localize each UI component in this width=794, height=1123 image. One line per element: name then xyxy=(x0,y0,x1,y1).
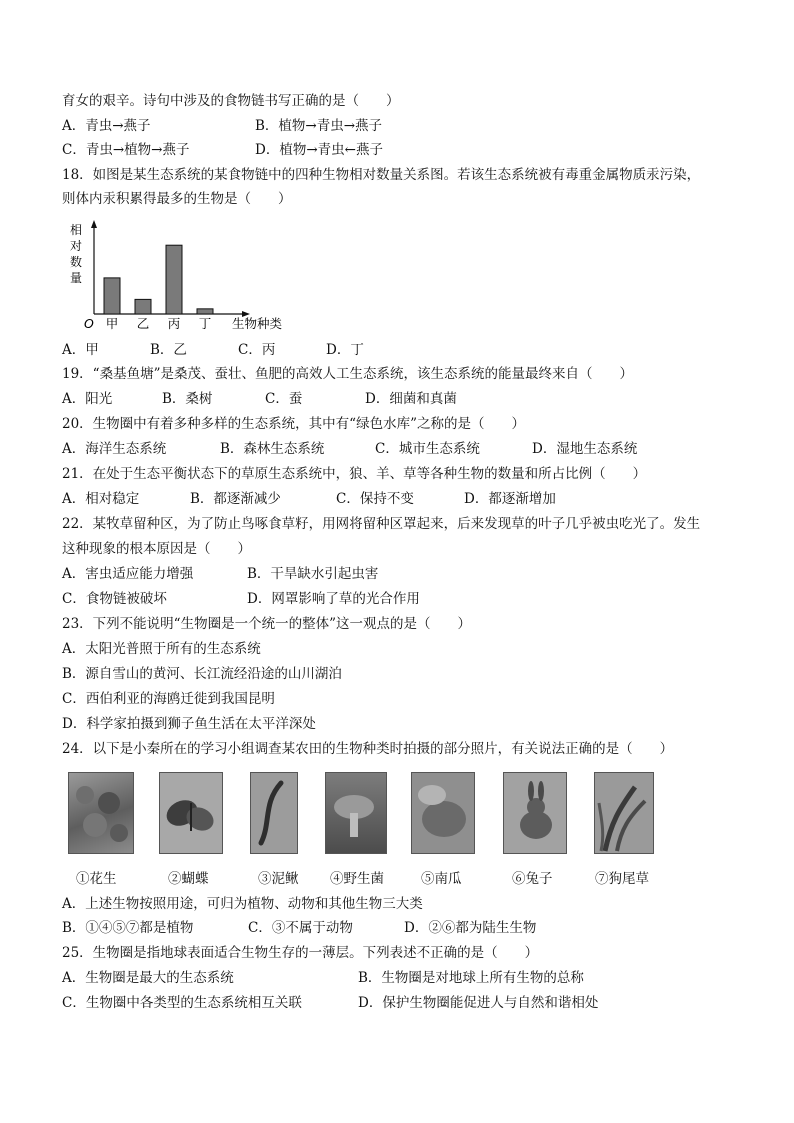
q22-option-a: A．害虫适应能力增强 xyxy=(62,566,194,582)
y-axis-arrow xyxy=(91,220,97,228)
x-tick-label-2: 乙 xyxy=(136,316,150,331)
q22-option-c: C．食物链被破坏 xyxy=(62,591,167,607)
rabbit-icon xyxy=(504,773,566,853)
q22-option-b: B．干旱缺水引起虫害 xyxy=(247,566,379,582)
loach-icon xyxy=(251,773,297,853)
q23-option-b: B．源自雪山的黄河、长江流经沿途的山川湖泊 xyxy=(62,666,342,682)
q21-stem: 21．在处于生态平衡状态下的草原生态系统中，狼、羊、草等各种生物的数量和所占比例（ ） xyxy=(62,466,647,482)
q21-option-d: D．都逐渐增加 xyxy=(464,491,556,507)
q19-option-c: C．蚕 xyxy=(265,391,303,407)
q18-option-a: A．甲 xyxy=(62,342,99,358)
q18-option-b: B．乙 xyxy=(150,342,187,358)
q20-option-b: B．森林生态系统 xyxy=(220,441,325,457)
q20-option-d: D．湿地生态系统 xyxy=(532,441,638,457)
q22-option-d: D．网罩影响了草的光合作用 xyxy=(247,591,420,607)
q25-option-c: C．生物圈中各类型的生态系统相互关联 xyxy=(62,995,302,1011)
q19-option-a: A．阳光 xyxy=(62,391,113,407)
photo-wild-mushroom xyxy=(325,772,387,854)
q25-stem: 25．生物圈是指地球表面适合生物生存的一薄层。下列表述不正确的是（ ） xyxy=(62,945,539,961)
q24-option-d: D．②⑥都为陆生生物 xyxy=(404,920,537,936)
q20-option-a: A．海洋生态系统 xyxy=(62,441,167,457)
bar-chart-svg xyxy=(64,220,304,338)
photo-butterfly xyxy=(159,772,223,854)
bar-2 xyxy=(135,299,151,314)
q17-option-d: D．植物→青虫←燕子 xyxy=(255,142,383,158)
mushroom-icon xyxy=(326,773,386,853)
caption-butterfly: ②蝴蝶 xyxy=(168,871,209,887)
q23-option-c: C．西伯利亚的海鸥迁徙到我国昆明 xyxy=(62,691,275,707)
q19-stem: 19．“桑基鱼塘”是桑茂、蚕壮、鱼肥的高效人工生态系统，该生态系统的能量最终来自（ ） xyxy=(62,366,633,382)
q17-stem: 育女的艰辛。诗句中涉及的食物链书写正确的是（ ） xyxy=(62,93,400,109)
photo-pumpkin xyxy=(411,772,475,854)
q18-stem-line1: 18．如图是某生态系统的某食物链中的四种生物相对数量关系图。若该生态系统被有毒重金属物质汞污染， xyxy=(62,167,701,183)
q21-option-b: B．都逐渐减少 xyxy=(190,491,281,507)
q17-option-b: B．植物→青虫→燕子 xyxy=(255,118,383,134)
q18-stem-line2: 则体内汞积累得最多的生物是（ ） xyxy=(62,191,292,207)
q24-option-a: A．上述生物按照用途，可归为植物、动物和其他生物三大类 xyxy=(62,896,423,912)
photo-foxtail-grass xyxy=(594,772,654,854)
pumpkin-icon xyxy=(412,773,474,853)
y-axis-label-char-3: 数 xyxy=(70,255,83,269)
q20-stem: 20．生物圈中有着多种多样的生态系统，其中有“绿色水库”之称的是（ ） xyxy=(62,416,525,432)
x-tick-label-3: 丙 xyxy=(167,316,181,331)
q24-option-c: C．③不属于动物 xyxy=(248,920,353,936)
q24-option-b: B．①④⑤⑦都是植物 xyxy=(62,920,194,936)
q21-option-a: A．相对稳定 xyxy=(62,491,140,507)
caption-loach: ③泥鳅 xyxy=(258,871,299,887)
photo-peanut-texture xyxy=(69,773,133,853)
q18-option-d: D．丁 xyxy=(326,342,364,358)
q22-stem-line2: 这种现象的根本原因是（ ） xyxy=(62,541,251,557)
caption-wild-mushroom: ④野生菌 xyxy=(330,871,384,887)
q25-option-a: A．生物圈是最大的生态系统 xyxy=(62,970,234,986)
q23-option-a: A．太阳光普照于所有的生态系统 xyxy=(62,641,261,657)
foxtail-grass-icon xyxy=(595,773,653,853)
caption-peanut: ①花生 xyxy=(76,871,117,887)
caption-foxtail-grass: ⑦狗尾草 xyxy=(595,871,649,887)
bar-3 xyxy=(166,245,182,314)
bar-group xyxy=(104,245,213,331)
q21-option-c: C．保持不变 xyxy=(336,491,414,507)
y-axis-label-char-4: 量 xyxy=(70,271,83,285)
x-tick-label-1: 甲 xyxy=(105,316,119,331)
q20-option-c: C．城市生态系统 xyxy=(375,441,480,457)
x-tick-label-4: 丁 xyxy=(198,316,212,331)
q23-stem: 23．下列不能说明“生物圈是一个统一的整体”这一观点的是（ ） xyxy=(62,616,471,632)
photo-rabbit xyxy=(503,772,567,854)
butterfly-icon xyxy=(160,773,222,853)
bar-1 xyxy=(104,278,120,314)
y-axis-label-char-2: 对 xyxy=(70,239,83,253)
q25-option-b: B．生物圈是对地球上所有生物的总称 xyxy=(358,970,584,986)
q24-stem: 24．以下是小秦所在的学习小组调查某农田的生物种类时拍摄的部分照片，有关说法正确的是（ ） xyxy=(62,741,674,757)
q23-option-d: D．科学家拍摄到狮子鱼生活在太平洋深处 xyxy=(62,716,316,732)
caption-pumpkin: ⑤南瓜 xyxy=(421,871,462,887)
y-axis-label-char-1: 相 xyxy=(70,223,83,237)
x-axis-label: 生物种类 xyxy=(232,316,283,331)
photo-peanut xyxy=(68,772,134,854)
q22-stem-line1: 22．某牧草留种区，为了防止鸟啄食草籽，用网将留种区罩起来，后来发现草的叶子几乎被虫吃光了。发生 xyxy=(62,516,701,532)
photo-loach xyxy=(250,772,298,854)
q25-option-d: D．保护生物圈能促进人与自然和谐相处 xyxy=(358,995,599,1011)
origin-label: O xyxy=(84,316,94,331)
q17-option-a: A．青虫→燕子 xyxy=(62,118,151,134)
q18-option-c: C．丙 xyxy=(238,342,276,358)
bar-4 xyxy=(197,309,213,314)
bar-chart xyxy=(64,220,304,338)
q19-option-b: B．桑树 xyxy=(162,391,213,407)
caption-rabbit: ⑥兔子 xyxy=(512,871,553,887)
q19-option-d: D．细菌和真菌 xyxy=(365,391,457,407)
q17-option-c: C．青虫→植物→燕子 xyxy=(62,142,190,158)
